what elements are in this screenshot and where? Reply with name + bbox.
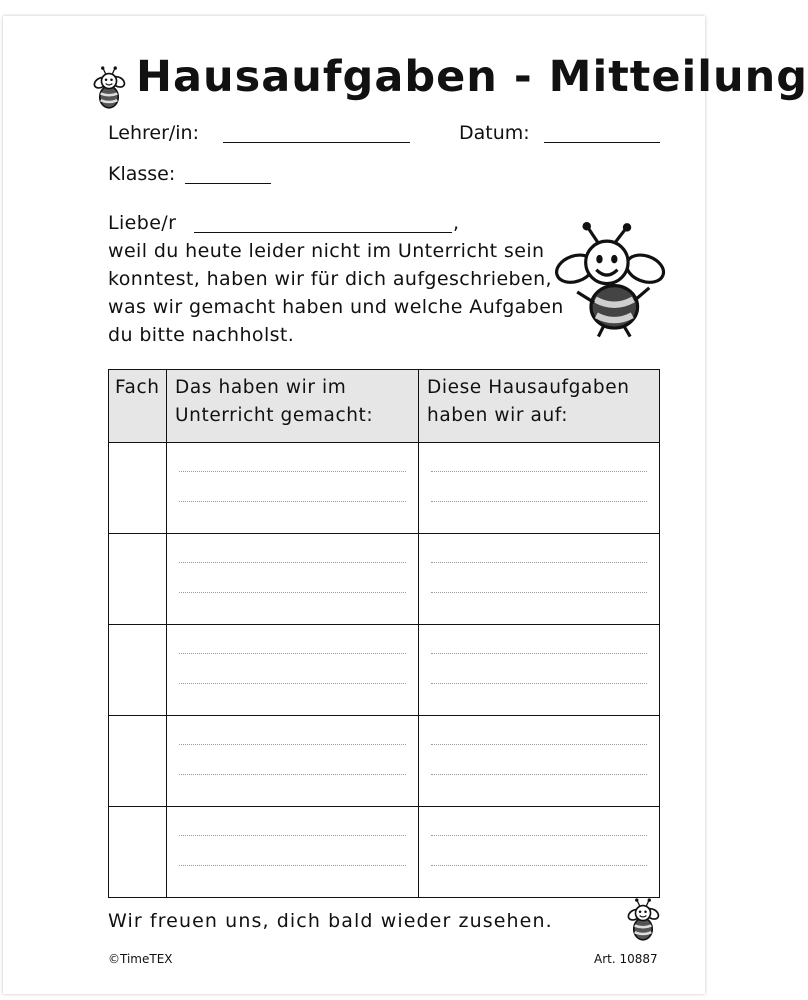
subject-cell[interactable] — [109, 716, 167, 807]
salutation: Liebe/r — [108, 212, 177, 234]
subject-cell[interactable] — [109, 443, 167, 534]
homework-cell[interactable] — [419, 807, 660, 898]
lesson-cell[interactable] — [167, 716, 419, 807]
class-label: Klasse: — [108, 163, 176, 185]
homework-cell[interactable] — [419, 443, 660, 534]
salutation-comma: , — [453, 212, 460, 234]
bee-icon — [88, 66, 130, 112]
table-header-row — [109, 370, 660, 443]
homework-cell[interactable] — [419, 625, 660, 716]
header-lesson-line1: Das haben wir im — [175, 377, 347, 398]
date-label: Datum: — [459, 122, 530, 144]
homework-table — [108, 369, 660, 898]
table-row — [109, 443, 660, 534]
subject-cell[interactable] — [109, 625, 167, 716]
header-homework-line1: Diese Hausaufgaben — [427, 377, 630, 398]
header-homework-line2: haben wir auf: — [427, 405, 569, 426]
date-line[interactable] — [544, 142, 660, 143]
article-number: Art. 10887 — [594, 952, 658, 966]
letter-line: du bitte nachholst. — [108, 324, 295, 346]
class-line[interactable] — [185, 183, 271, 184]
header-lesson-line2: Unterricht gemacht: — [175, 405, 374, 426]
subject-cell[interactable] — [109, 807, 167, 898]
closing-text: Wir freuen uns, dich bald wieder zusehen. — [108, 910, 553, 932]
header-lesson — [167, 370, 419, 443]
header-homework — [419, 370, 660, 443]
letter-line: was wir gemacht haben und welche Aufgaben — [108, 296, 564, 318]
name-line[interactable] — [194, 232, 452, 233]
table-row — [109, 625, 660, 716]
table-row — [109, 716, 660, 807]
table-row — [109, 534, 660, 625]
lesson-cell[interactable] — [167, 807, 419, 898]
copyright: ©TimeTEX — [108, 952, 173, 966]
lesson-cell[interactable] — [167, 443, 419, 534]
subject-cell[interactable] — [109, 534, 167, 625]
homework-cell[interactable] — [419, 716, 660, 807]
teacher-line[interactable] — [223, 142, 410, 143]
teacher-label: Lehrer/in: — [108, 122, 200, 144]
lesson-cell[interactable] — [167, 534, 419, 625]
bee-icon — [622, 898, 664, 944]
homework-cell[interactable] — [419, 534, 660, 625]
letter-line: weil du heute leider nicht im Unterricht sein — [108, 240, 545, 262]
letter-line: konntest, haben wir für dich aufgeschrieben, — [108, 268, 552, 290]
page-title: Hausaufgaben - Mitteilung — [136, 52, 808, 102]
bee-icon — [556, 222, 662, 344]
header-subject — [109, 370, 167, 443]
table-row — [109, 807, 660, 898]
lesson-cell[interactable] — [167, 625, 419, 716]
header-subject-text: Fach — [115, 377, 160, 398]
